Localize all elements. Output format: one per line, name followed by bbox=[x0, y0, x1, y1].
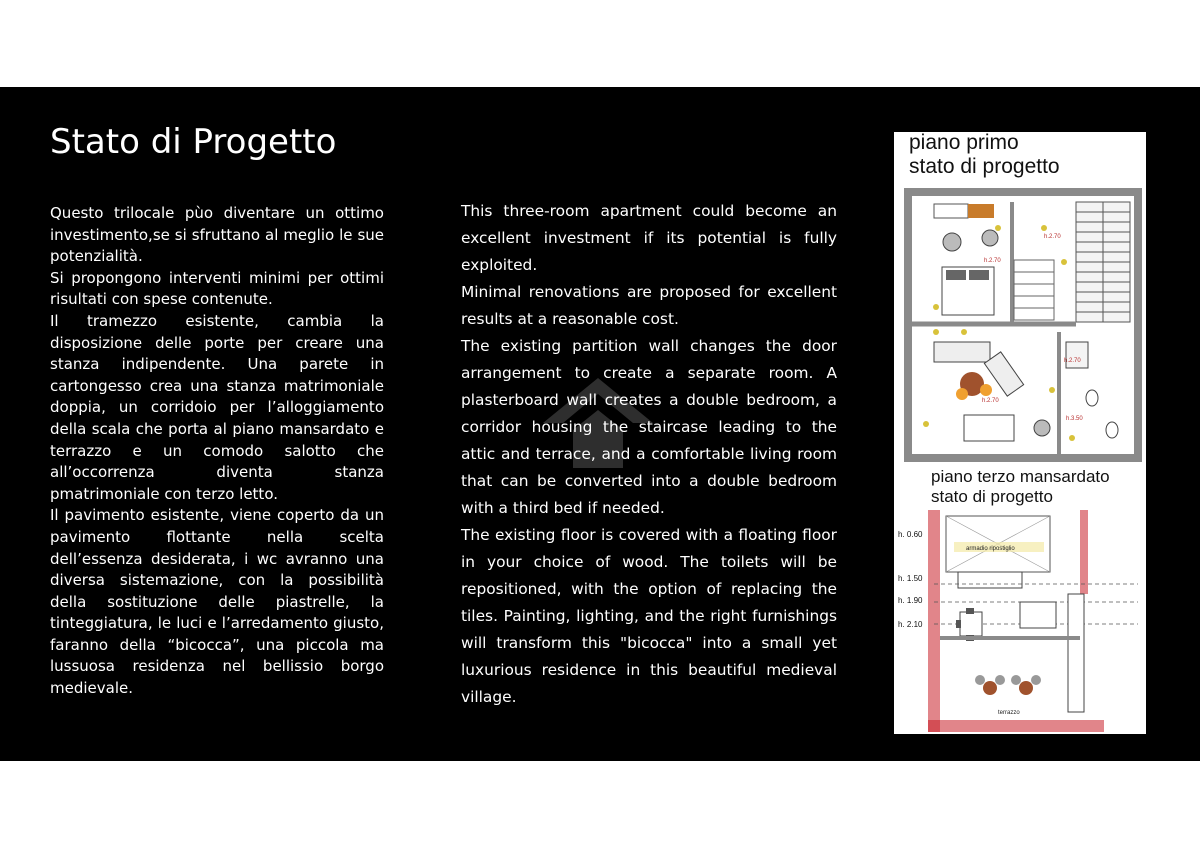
height-label: h. 2.10 bbox=[898, 620, 923, 629]
italian-paragraph: Si propongono interventi minimi per ottimi risultati con spese contenute. bbox=[50, 268, 384, 309]
watermark-logo-icon bbox=[543, 378, 653, 468]
sofa-icon bbox=[934, 342, 990, 362]
desk-icon bbox=[968, 204, 994, 218]
floor-plan-image bbox=[894, 132, 1146, 734]
english-paragraph: Minimal renovations are proposed for excellent results at a reasonable cost. bbox=[461, 283, 837, 328]
terrace-table-icon bbox=[983, 681, 997, 695]
terrace-label: terrazzo bbox=[998, 710, 1020, 716]
italian-paragraph: Il pavimento esistente, viene coperto da un pavimento flottante nella scelta dell’essenza desiderata, i wc avranno una diversa sistemazione, con la possibilità della sostituzione delle piastrelle, la tinteggiatura, le luci e l’arredamento giusto, faranno della “bicocca”, una piccola ma lussuosa residenza nel bellissio borgo medievale. bbox=[50, 506, 384, 698]
italian-paragraph: Questo trilocale pùo diventare un ottimo investimento,se si sfruttano al meglio le sue potenzialità. bbox=[50, 204, 384, 266]
attic-stair-icon bbox=[1020, 602, 1056, 628]
first-floor-title-line2: stato di progetto bbox=[909, 155, 1060, 178]
sofa-icon bbox=[958, 572, 1022, 588]
armchair-icon bbox=[1034, 420, 1050, 436]
attic-floor-title-line1: piano terzo mansardato bbox=[931, 467, 1110, 486]
toilet-icon bbox=[1086, 390, 1098, 406]
staircase-icon bbox=[1076, 202, 1130, 322]
storage-label: armadio ripostiglio bbox=[966, 546, 1015, 552]
height-label: h. 1.50 bbox=[898, 574, 923, 583]
room-height-label: h.2.70 bbox=[982, 398, 999, 404]
bed-icon bbox=[942, 267, 994, 315]
slide-title: Stato di Progetto bbox=[50, 122, 337, 162]
first-floor-title-line1: piano primo bbox=[909, 132, 1019, 154]
room-height-label: h.2.70 bbox=[1044, 234, 1061, 240]
english-paragraph: The existing partition wall changes the door arrangement to create a separate room. A plasterboard wall creates a double bedroom, a corridor housing the staircase leading to the attic and terrace, and a comfortable living room that can be converted into a double bedroom with a third bed if needed. bbox=[461, 337, 837, 517]
armchair-icon bbox=[943, 233, 961, 251]
bed-icon bbox=[964, 415, 1014, 441]
room-height-label: h.2.70 bbox=[1064, 358, 1081, 364]
attic-floor-title-line2: stato di progetto bbox=[931, 487, 1053, 506]
room-height-label: h.3.50 bbox=[1066, 416, 1083, 422]
english-paragraph: The existing floor is covered with a floating floor in your choice of wood. The toilets will be repositioned, with the option of replacing the tiles. Painting, lighting, and the right furnishings will transform this "bicocca" into a small yet luxurious residence in this beautiful medieval village. bbox=[461, 526, 837, 706]
kitchen-counter-icon bbox=[1068, 594, 1084, 712]
height-label: h. 0.60 bbox=[898, 530, 923, 539]
wardrobe-icon bbox=[934, 204, 968, 218]
toilet-icon bbox=[1106, 422, 1118, 438]
floor-plan-drawing bbox=[894, 132, 1146, 734]
room-height-label: h.2.70 bbox=[984, 258, 1001, 264]
shower-icon bbox=[1066, 342, 1088, 368]
terrace-table-icon bbox=[1019, 681, 1033, 695]
height-label: h. 1.90 bbox=[898, 596, 923, 605]
italian-paragraph: Il tramezzo esistente, cambia la disposizione delle porte per creare una stanza indipendente. Una parete in cartongesso crea una stanza matrimoniale doppia, un corridoio per l’alloggiamento della scala che porta al piano mansardato e terrazzo e un comodo salotto che all’occorrenza diventa stanza pmatrimoniale con terzo letto. bbox=[50, 311, 384, 503]
english-paragraph: This three-room apartment could become an excellent investment if its potential is fully exploited. bbox=[461, 202, 837, 274]
armchair-icon bbox=[982, 230, 998, 246]
italian-description bbox=[50, 203, 384, 700]
